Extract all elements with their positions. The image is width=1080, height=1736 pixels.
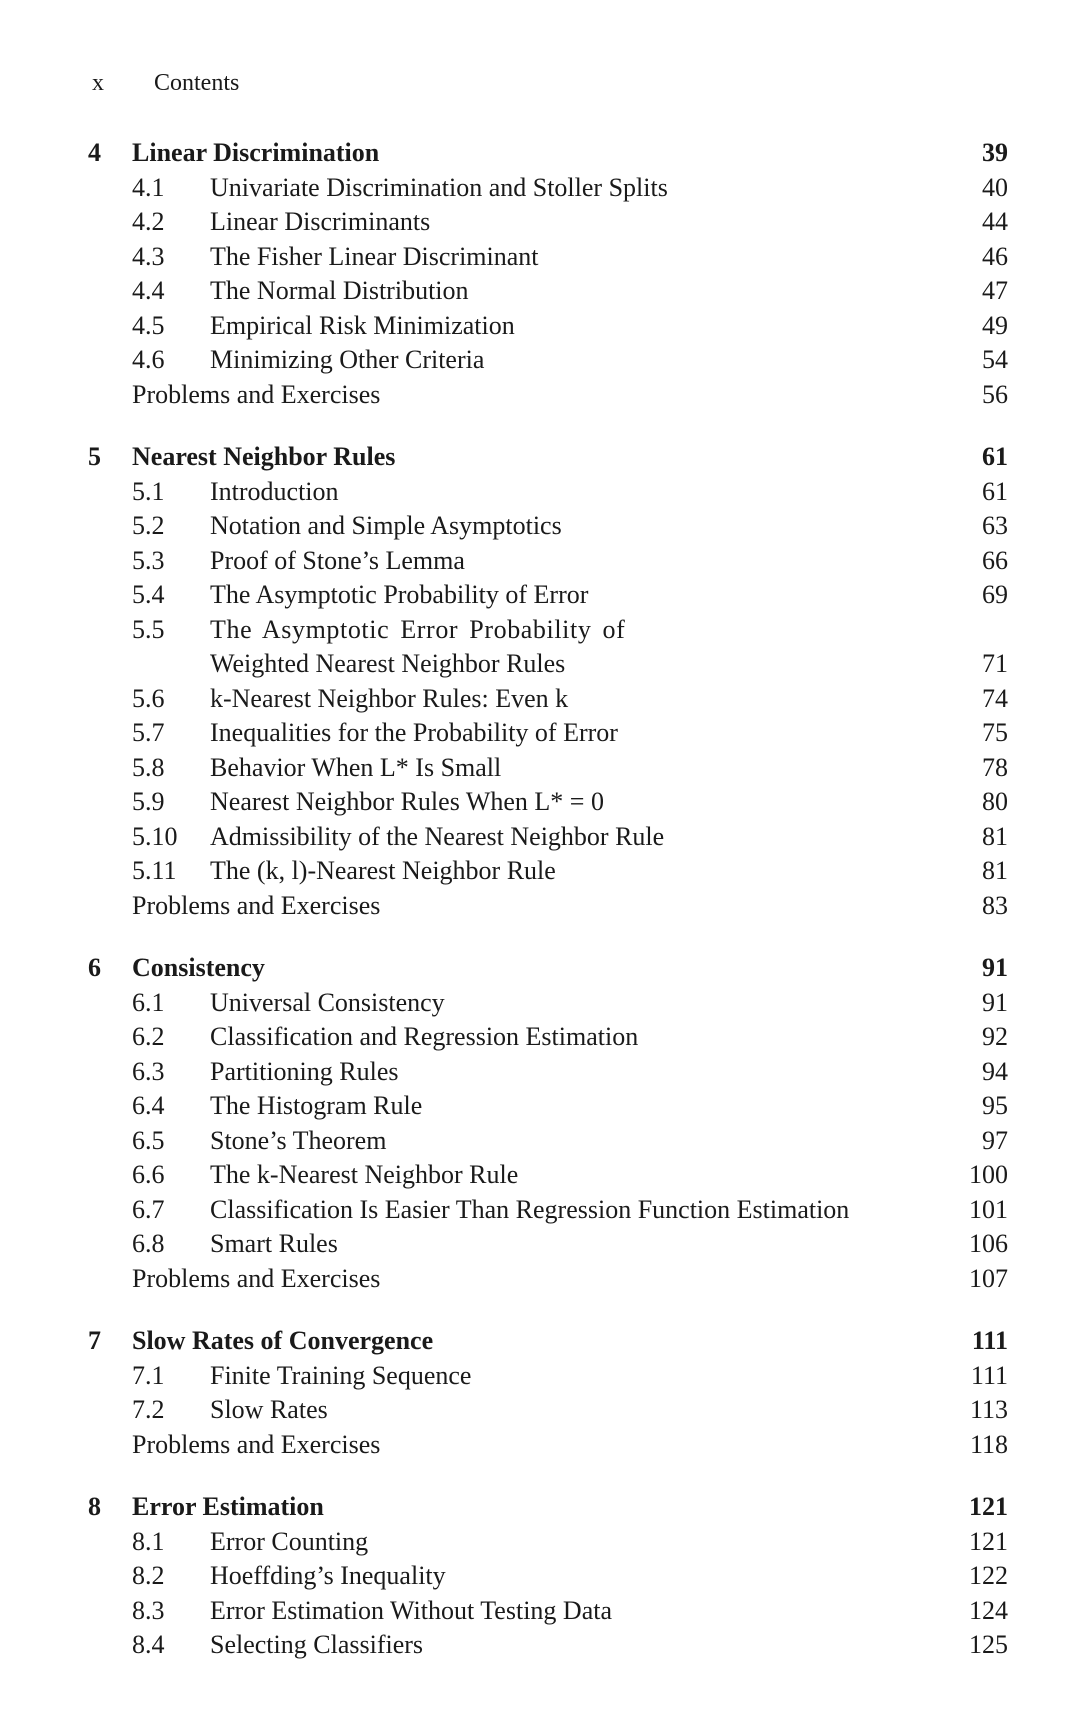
section-row[interactable] [88,1158,1008,1193]
section-title: Error Counting [210,1526,369,1556]
section-title: Partitioning Rules [210,1056,399,1086]
chapter-title: Linear Discrimination [132,138,380,167]
section-number: 6.7 [132,1194,165,1224]
section-number: 5.11 [132,856,177,885]
section-page: 122 [969,1561,1008,1590]
section-row[interactable] [88,1594,1008,1629]
chapter-title: Error Estimation [132,1492,324,1521]
chapter-heading[interactable] [88,136,1008,171]
section-row[interactable] [88,785,1008,820]
section-number: 5.9 [132,787,165,816]
section-row[interactable] [88,1020,1008,1055]
section-title: Behavior When L* Is Small [210,752,502,782]
running-title: Contents [154,70,240,96]
section-row[interactable] [88,716,1008,751]
section-number: 6.2 [132,1022,165,1051]
section-number: 4.5 [132,310,165,340]
section-row[interactable] [88,544,1008,579]
section-row[interactable] [88,475,1008,510]
section-number: 6.3 [132,1056,165,1086]
section-number: 6.1 [132,987,165,1017]
section-page: 46 [982,241,1008,271]
section-page: 113 [969,1395,1008,1424]
section-number: 4.2 [132,207,165,236]
section-page: 106 [969,1229,1008,1258]
section-title: Notation and Simple Asymptotics [210,511,562,540]
problems-title: Problems and Exercises [132,890,381,920]
section-page: 40 [982,172,1008,202]
section-title: Classification and Regression Estimation [210,1022,639,1051]
section-title: The Fisher Linear Discriminant [210,241,539,271]
section-row[interactable] [88,240,1008,275]
section-row[interactable] [88,1628,1008,1663]
section-page: 61 [982,476,1008,506]
section-title: Nearest Neighbor Rules When L* = 0 [210,787,604,816]
chapter-title: Consistency [132,953,265,982]
section-number: 7.2 [132,1395,165,1424]
section-number: 5.8 [132,752,165,782]
section-page: 97 [982,1125,1008,1155]
section-number: 5.5 [132,614,165,644]
section-row-continued[interactable] [88,647,1008,682]
section-title: Finite Training Sequence [210,1360,472,1390]
section-row[interactable] [88,820,1008,855]
section-page: 54 [982,345,1008,374]
section-title: The Histogram Rule [210,1091,423,1120]
section-title: Admissibility of the Nearest Neighbor Rule [210,821,665,851]
section-number: 5.3 [132,545,165,575]
chapter-number: 6 [88,953,101,982]
section-title: k-Nearest Neighbor Rules: Even k [210,683,569,713]
section-page: 91 [982,987,1008,1017]
section-title: Stone’s Theorem [210,1125,387,1155]
section-page: 74 [982,683,1008,713]
problems-page: 56 [982,379,1008,409]
chapter-heading[interactable] [88,1324,1008,1359]
section-page: 100 [969,1160,1008,1189]
section-title: Classification Is Easier Than Regression Function Estimation [210,1194,850,1224]
chapter-5 [88,440,1008,923]
section-title: Empirical Risk Minimization [210,310,515,340]
problems-title: Problems and Exercises [132,379,381,409]
page-number-roman: x [92,70,104,96]
section-page: 63 [982,511,1008,540]
chapter-page: 121 [969,1492,1008,1521]
section-page: 78 [982,752,1008,782]
section-row[interactable] [88,1124,1008,1159]
section-row[interactable] [88,205,1008,240]
section-title: Universal Consistency [210,987,445,1017]
section-row[interactable] [88,1089,1008,1124]
section-page: 69 [982,580,1008,609]
section-page: 44 [982,207,1008,236]
chapter-7 [88,1324,1008,1462]
section-title: Smart Rules [210,1229,338,1258]
section-page: 49 [982,310,1008,340]
section-row[interactable] [88,1055,1008,1090]
section-row[interactable] [88,1559,1008,1594]
problems-row[interactable] [88,378,1008,413]
section-title: Introduction [210,476,339,506]
section-row[interactable] [88,1393,1008,1428]
chapter-page: 61 [982,442,1008,471]
section-number: 5.6 [132,683,165,713]
section-title: The (k, l)-Nearest Neighbor Rule [210,856,556,885]
chapter-number: 7 [88,1326,101,1355]
section-page: 101 [969,1194,1008,1224]
chapter-8 [88,1490,1008,1663]
section-row[interactable] [88,613,1008,648]
section-row[interactable] [88,309,1008,344]
section-title: Minimizing Other Criteria [210,345,485,374]
section-page: 71 [982,649,1008,678]
section-title: Inequalities for the Probability of Error [210,718,618,747]
section-number: 5.10 [132,821,178,851]
section-number: 8.2 [132,1561,165,1590]
section-title-continued: Weighted Nearest Neighbor Rules [210,649,566,678]
section-row[interactable] [88,986,1008,1021]
chapter-heading[interactable] [88,951,1008,986]
section-page: 94 [982,1056,1008,1086]
section-page: 80 [982,787,1008,816]
section-number: 4.4 [132,276,165,305]
problems-title: Problems and Exercises [132,1263,381,1293]
section-title: Univariate Discrimination and Stoller Splits [210,172,668,202]
section-page: 66 [982,545,1008,575]
section-title: The Asymptotic Error Probability of [210,614,626,644]
problems-title: Problems and Exercises [132,1429,381,1459]
problems-page: 118 [969,1429,1008,1459]
section-row[interactable] [88,682,1008,717]
chapter-number: 8 [88,1492,101,1521]
section-title: The k-Nearest Neighbor Rule [210,1160,519,1189]
section-number: 7.1 [132,1360,165,1390]
chapter-page: 39 [982,138,1008,167]
section-page: 81 [982,856,1008,885]
section-number: 8.3 [132,1595,165,1625]
section-number: 6.8 [132,1229,165,1258]
table-of-contents [88,136,1008,1691]
section-page: 75 [982,718,1008,747]
problems-row[interactable] [88,1262,1008,1297]
section-number: 4.6 [132,345,165,374]
section-row[interactable] [88,1227,1008,1262]
section-row[interactable] [88,854,1008,889]
section-number: 4.1 [132,172,165,202]
chapter-title: Slow Rates of Convergence [132,1326,434,1355]
chapter-heading[interactable] [88,1490,1008,1525]
problems-page: 83 [982,890,1008,920]
section-title: Proof of Stone’s Lemma [210,545,465,575]
section-row[interactable] [88,1193,1008,1228]
section-page: 121 [969,1526,1008,1556]
problems-page: 107 [969,1263,1008,1293]
problems-row[interactable] [88,1428,1008,1463]
running-header [92,70,239,97]
section-title: Slow Rates [210,1395,328,1424]
section-title: Error Estimation Without Testing Data [210,1595,612,1625]
chapter-page: 91 [982,953,1008,982]
section-row[interactable] [88,578,1008,613]
section-number: 6.4 [132,1091,165,1120]
chapter-heading[interactable] [88,440,1008,475]
section-title: Linear Discriminants [210,207,431,236]
section-title: The Normal Distribution [210,276,469,305]
section-row[interactable] [88,1525,1008,1560]
section-number: 8.1 [132,1526,165,1556]
section-row[interactable] [88,509,1008,544]
section-number: 8.4 [132,1630,165,1659]
section-row[interactable] [88,343,1008,378]
section-title: Selecting Classifiers [210,1630,424,1659]
section-row[interactable] [88,751,1008,786]
section-page: 111 [970,1360,1008,1390]
section-page: 47 [982,276,1008,305]
chapter-number: 4 [88,138,101,167]
section-number: 5.2 [132,511,165,540]
section-number: 6.6 [132,1160,165,1189]
section-page: 125 [969,1630,1008,1659]
chapter-4 [88,136,1008,412]
problems-row[interactable] [88,889,1008,924]
chapter-page: 111 [971,1326,1008,1355]
section-row[interactable] [88,274,1008,309]
chapter-number: 5 [88,442,101,471]
chapter-6 [88,951,1008,1296]
section-page: 81 [982,821,1008,851]
section-row[interactable] [88,171,1008,206]
section-title: Hoeffding’s Inequality [210,1561,446,1590]
chapter-title: Nearest Neighbor Rules [132,442,396,471]
section-row[interactable] [88,1359,1008,1394]
section-number: 6.5 [132,1125,165,1155]
section-page: 124 [969,1595,1008,1625]
section-number: 5.1 [132,476,165,506]
section-number: 4.3 [132,241,165,271]
section-title: The Asymptotic Probability of Error [210,580,589,609]
section-page: 95 [982,1091,1008,1120]
section-number: 5.7 [132,718,165,747]
section-page: 92 [982,1022,1008,1051]
section-number: 5.4 [132,580,165,609]
